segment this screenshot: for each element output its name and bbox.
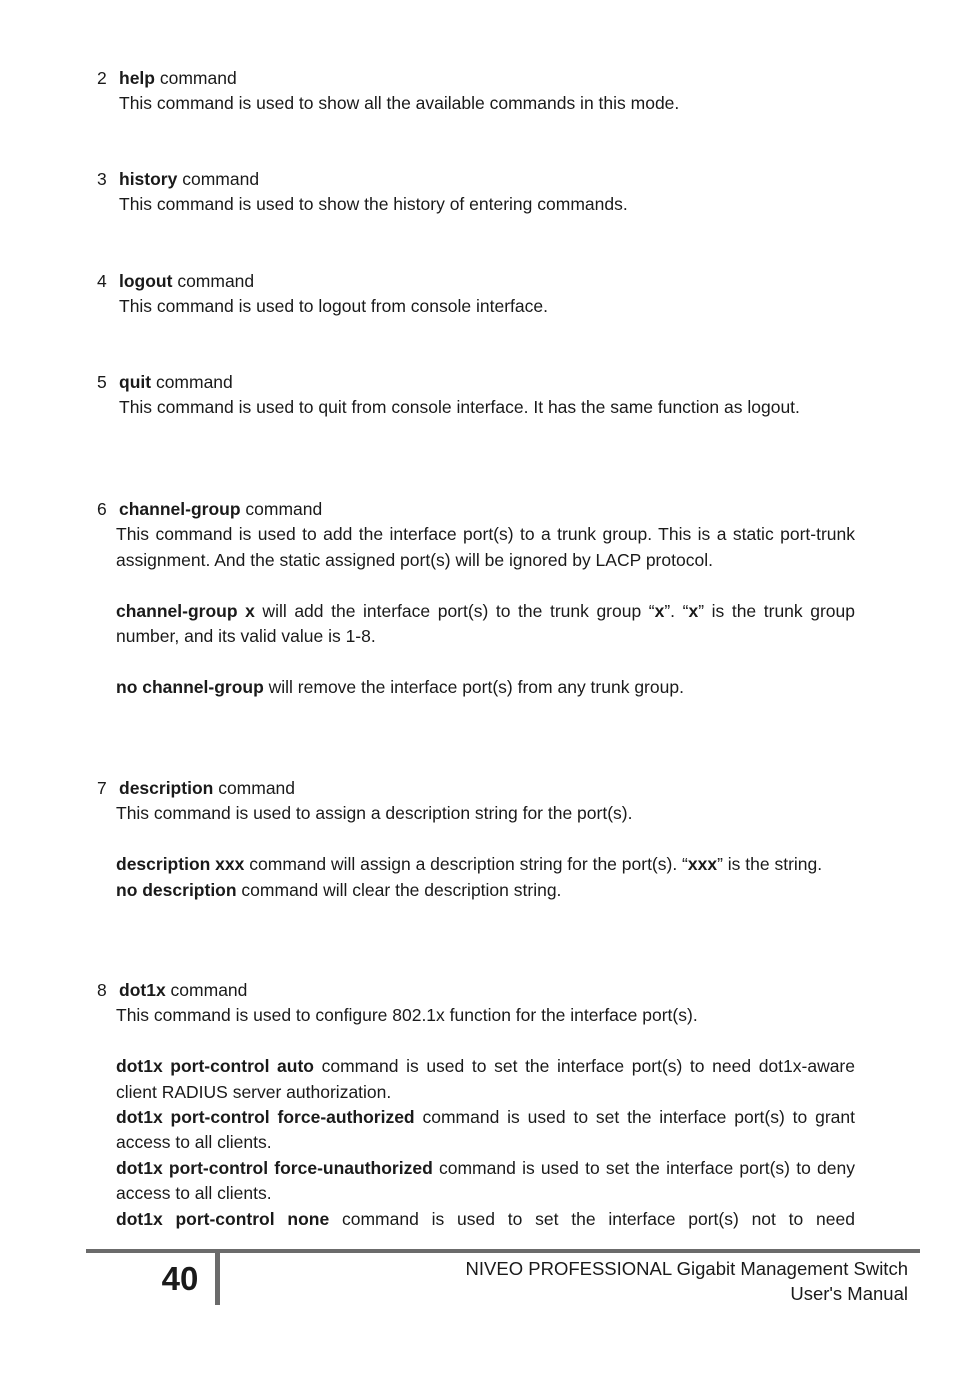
command-name: help bbox=[119, 68, 155, 88]
section-dot1x bbox=[97, 978, 855, 1232]
section-heading: 2 help command bbox=[97, 66, 855, 91]
dot1x-item: dot1x port-control force-unauthorized command is used to set the interface port(s) to deny access to all clients. bbox=[116, 1157, 855, 1204]
command-name: channel-group bbox=[119, 499, 241, 519]
section-heading: 6 channel-group command bbox=[97, 497, 855, 522]
footer-line-2: User's Manual bbox=[790, 1283, 908, 1304]
section-description: This command is used to assign a description string for the port(s). bbox=[116, 803, 633, 824]
page-number: 40 bbox=[161, 1260, 199, 1297]
section-description: This command is used to show the history of entering commands. bbox=[119, 194, 628, 215]
section-description: This command is used to quit from console interface. It has the same function as logout. bbox=[119, 397, 800, 418]
footer-line-1: NIVEO PROFESSIONAL Gigabit Management Switch bbox=[465, 1258, 908, 1279]
description-xxx-paragraph: description xxx command will assign a description string for the port(s). “xxx” is the string. bbox=[116, 854, 823, 875]
command-name: description bbox=[119, 778, 214, 798]
section-number: 5 bbox=[97, 372, 107, 392]
section-description: This command is used to configure 802.1x function for the interface port(s). bbox=[116, 1005, 698, 1026]
section-heading: 5 quit command bbox=[97, 370, 855, 395]
section-heading: 4 logout command bbox=[97, 269, 855, 294]
command-name: quit bbox=[119, 372, 152, 392]
section-description: This command is used to add the interface port(s) to a trunk group. This is a static port-trunk assignment. And the static assigned port(s) will be ignored by LACP protocol. bbox=[116, 524, 855, 570]
section-number: 4 bbox=[97, 271, 107, 291]
command-name: dot1x bbox=[119, 980, 166, 1000]
command-name: logout bbox=[119, 271, 173, 291]
section-heading: 7 description command bbox=[97, 776, 855, 801]
section-help bbox=[97, 66, 855, 117]
dot1x-item: dot1x port-control auto command is used to set the interface port(s) to need dot1x-aware client RADIUS server authorization. bbox=[116, 1056, 855, 1102]
section-history bbox=[97, 167, 855, 218]
section-number: 7 bbox=[97, 778, 107, 798]
command-name: history bbox=[119, 169, 178, 189]
section-quit bbox=[97, 370, 855, 421]
section-heading: 3 history command bbox=[97, 167, 855, 192]
footer-separator bbox=[215, 1253, 220, 1305]
section-channel-group bbox=[97, 497, 855, 700]
section-heading: 8 dot1x command bbox=[97, 978, 855, 1003]
footer-title bbox=[466, 1256, 908, 1306]
footer-rule bbox=[86, 1249, 920, 1253]
dot1x-item: dot1x port-control force-authorized command is used to set the interface port(s) to grant access to all clients. bbox=[116, 1107, 855, 1153]
channel-group-x-paragraph: channel-group x will add the interface port(s) to the trunk group “x”. “x” is the trunk group number, and its valid value is 1-8. bbox=[116, 600, 855, 646]
section-number: 6 bbox=[97, 499, 107, 519]
section-description-command bbox=[97, 776, 855, 903]
section-logout bbox=[97, 269, 855, 320]
no-channel-group-paragraph: no channel-group will remove the interface port(s) from any trunk group. bbox=[116, 676, 684, 697]
dot1x-item: dot1x port-control none command is used to set the interface port(s) not to need bbox=[116, 1208, 855, 1229]
section-number: 2 bbox=[97, 68, 107, 88]
section-description: This command is used to show all the available commands in this mode. bbox=[119, 93, 680, 114]
section-number: 8 bbox=[97, 980, 107, 1000]
section-number: 3 bbox=[97, 169, 107, 189]
no-description-paragraph: no description command will clear the description string. bbox=[116, 879, 562, 900]
section-description: This command is used to logout from console interface. bbox=[119, 296, 548, 317]
